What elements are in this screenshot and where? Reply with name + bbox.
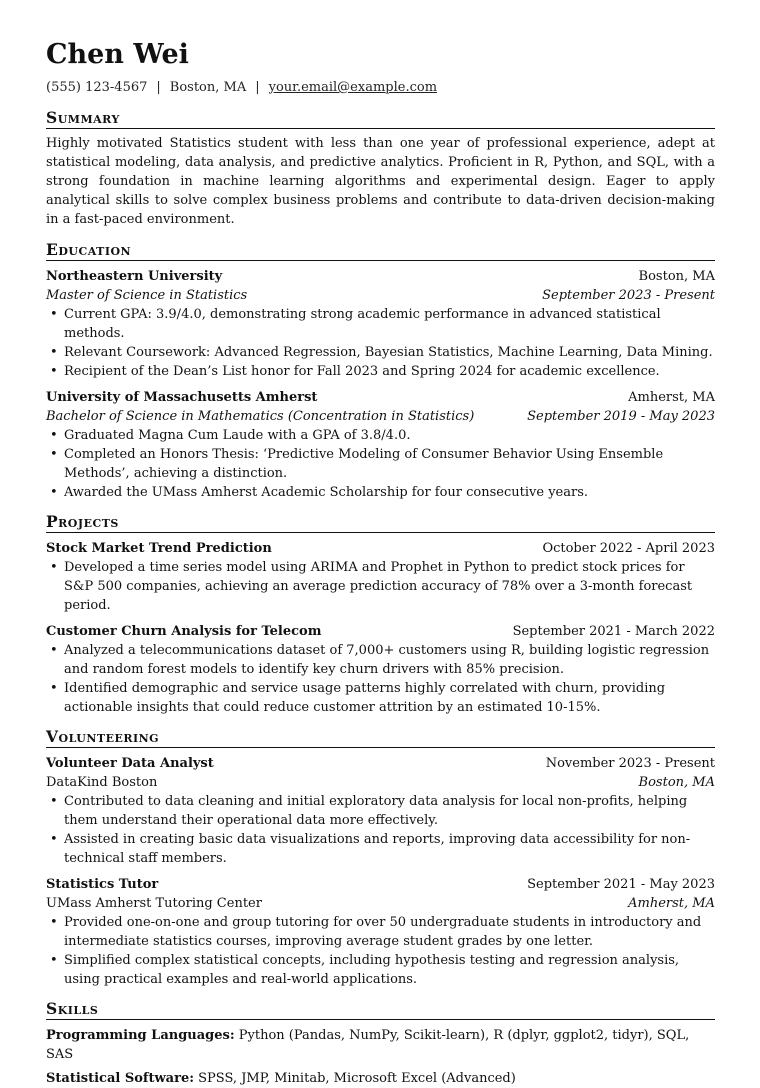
volunteering-section	[46, 727, 715, 989]
bullet-item: • Analyzed a telecommunications dataset of 7,000+ customers using R, building logistic regression and random forest models to identify key churn drivers with 85% precision.	[64, 641, 715, 679]
project-dates: September 2021 - March 2022	[512, 624, 715, 639]
project-bullets	[46, 558, 715, 615]
project-bullets	[46, 641, 715, 717]
school-location: Amherst, MA	[628, 390, 715, 405]
section-title-skills: Skills	[46, 999, 715, 1020]
education-section	[46, 240, 715, 502]
school-location: Boston, MA	[638, 269, 715, 284]
bullet-item: • Simplified complex statistical concepts, including hypothesis testing and regression analysis, using practical examples and real-world applications.	[64, 951, 715, 989]
bullet-item: • Current GPA: 3.9/4.0, demonstrating strong academic performance in advanced statistical methods.	[64, 305, 715, 343]
contact-separator: |	[255, 80, 260, 95]
section-title-volunteering: Volunteering	[46, 727, 715, 748]
bullet-item: • Developed a time series model using ARIMA and Prophet in Python to predict stock prices for S&P 500 companies, achieving an average prediction accuracy of 78% over a 3-month forecast period.	[64, 558, 715, 615]
degree: Master of Science in Statistics	[46, 288, 248, 303]
volunteer-dates: November 2023 - Present	[545, 756, 715, 771]
bullet-item: • Recipient of the Dean’s List honor for Fall 2023 and Spring 2024 for academic excellence.	[64, 362, 715, 381]
education-bullets	[46, 426, 715, 502]
skill-row	[46, 1069, 715, 1088]
project-dates: October 2022 - April 2023	[542, 541, 715, 556]
education-entry	[46, 267, 715, 381]
contact-separator: |	[156, 80, 161, 95]
bullet-item: • Assisted in creating basic data visualizations and reports, improving data accessibility for non-technical staff members.	[64, 830, 715, 868]
candidate-name: Chen Wei	[46, 39, 189, 70]
volunteer-role: Statistics Tutor	[46, 877, 159, 892]
bullet-item: • Identified demographic and service usage patterns highly correlated with churn, providing actionable insights that could reduce customer attrition by an estimated 10-15%.	[64, 679, 715, 717]
contact-email-link[interactable]: your.email@example.com	[268, 80, 438, 95]
summary-text: Highly motivated Statistics student with less than one year of professional experience, adept at statistical modeling, data analysis, and predictive analytics. Proficient in R, Python, and SQL, with a strong foundation in machine learning algorithms and experimental design. Eager to apply analytical skills to solve complex business problems and contribute to data-driven decision-making in a fast-paced environment.	[46, 136, 715, 227]
section-title-education: Education	[46, 240, 715, 261]
education-entry	[46, 388, 715, 502]
skill-value: Python (Pandas, NumPy, Scikit-learn), R (dplyr, ggplot2, tidyr), SQL, SAS	[46, 1028, 690, 1062]
project-entry	[46, 539, 715, 615]
volunteer-role: Volunteer Data Analyst	[46, 756, 214, 771]
volunteer-location: Amherst, MA	[628, 896, 715, 911]
skill-label: Statistical Software:	[46, 1071, 195, 1086]
bullet-item: • Relevant Coursework: Advanced Regression, Bayesian Statistics, Machine Learning, Data Mining.	[64, 343, 715, 362]
bullet-item: • Completed an Honors Thesis: ‘Predictive Modeling of Consumer Behavior Using Ensemble Methods’, achieving a distinction.	[64, 445, 715, 483]
section-title-summary: Summary	[46, 108, 715, 129]
contact-phone: (555) 123-4567	[46, 80, 148, 95]
resume-page	[46, 38, 715, 1088]
bullet-item: • Provided one-on-one and group tutoring for over 50 undergraduate students in introductory and intermediate statistics courses, improving average student grades by one letter.	[64, 913, 715, 951]
bullet-item: • Awarded the UMass Amherst Academic Scholarship for four consecutive years.	[64, 483, 715, 502]
volunteer-bullets	[46, 913, 715, 989]
volunteer-entry	[46, 754, 715, 868]
project-title: Stock Market Trend Prediction	[46, 541, 272, 556]
education-dates: September 2019 - May 2023	[527, 409, 715, 424]
skill-value: SPSS, JMP, Minitab, Microsoft Excel (Advanced)	[198, 1071, 516, 1086]
projects-section	[46, 512, 715, 717]
volunteer-location: Boston, MA	[638, 775, 715, 790]
project-entry	[46, 622, 715, 717]
education-bullets	[46, 305, 715, 381]
contact-line	[46, 79, 715, 96]
education-dates: September 2023 - Present	[542, 288, 715, 303]
project-title: Customer Churn Analysis for Telecom	[46, 624, 322, 639]
volunteer-bullets	[46, 792, 715, 868]
summary-section	[46, 108, 715, 229]
volunteer-org: DataKind Boston	[46, 775, 158, 790]
section-title-projects: Projects	[46, 512, 715, 533]
volunteer-entry	[46, 875, 715, 989]
volunteer-dates: September 2021 - May 2023	[527, 877, 715, 892]
skill-row	[46, 1026, 715, 1064]
contact-location: Boston, MA	[169, 80, 247, 95]
volunteer-org: UMass Amherst Tutoring Center	[46, 896, 262, 911]
skill-label: Programming Languages:	[46, 1028, 235, 1043]
bullet-item: • Graduated Magna Cum Laude with a GPA of 3.8/4.0.	[64, 426, 715, 445]
bullet-item: • Contributed to data cleaning and initial exploratory data analysis for local non-profits, helping them understand their operational data more effectively.	[64, 792, 715, 830]
school-name: Northeastern University	[46, 269, 223, 284]
school-name: University of Massachusetts Amherst	[46, 390, 318, 405]
degree: Bachelor of Science in Mathematics (Concentration in Statistics)	[46, 409, 475, 424]
